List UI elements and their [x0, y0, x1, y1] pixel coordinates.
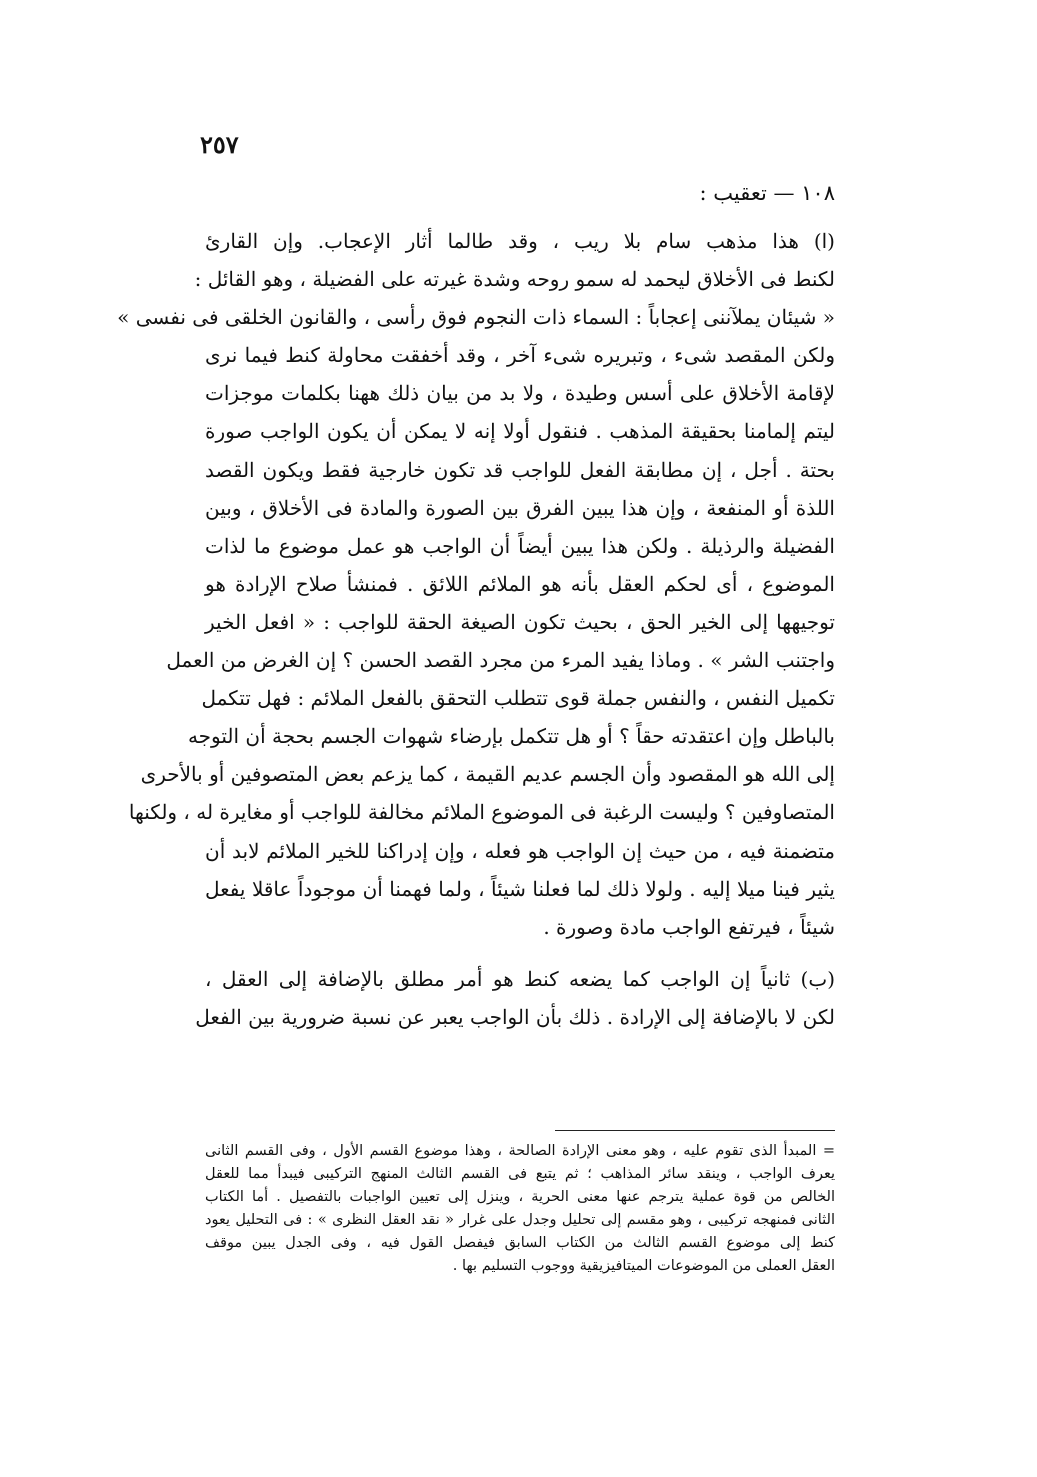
text-line: « شيئان يملآننى إعجاباً : السماء ذات النجوم فوق رأسى ، والقانون الخلقى فى نفسى » [117, 305, 835, 330]
text-line: اللذة أو المنفعة ، وإن هذا يبين الفرق بين الصورة والمادة فى الأخلاق ، وبين [205, 495, 835, 520]
text-line: بالباطل وإن اعتقدته حقاً ؟ أو هل تتكمل بإرضاء شهوات الجسم بحجة أن التوجه [187, 724, 835, 749]
text-line: يثير فينا ميلا إليه . ولولا ذلك لما فعلنا شيئاً ، ولما فهمنا أن موجوداً عاقلا يفعل [205, 876, 835, 901]
text-line: الموضوع ، أى لحكم العقل بأنه هو الملائم اللائق . فمنشأ صلاح الإرادة هو [205, 571, 835, 596]
footnote-line: الخالص من قوة عملية يترجم عنها معنى الحرية ، وينزل إلى تعيين الواجبات بالتفصيل . أما الكتاب [205, 1189, 835, 1205]
section-heading: ١٠٨ — تعقيب : [699, 181, 835, 205]
text-line: بحتة . أجل ، إن مطابقة الفعل للواجب قد تكون خارجية فقط ويكون القصد [205, 457, 835, 482]
text-line: لكن لا بالإضافة إلى الإرادة . ذلك بأن الواجب يعبر عن نسبة ضرورية بين الفعل [195, 1004, 835, 1029]
footnote-line: = المبدأ الذى تقوم عليه ، وهو معنى الإرادة الصالحة ، وهذا موضوع القسم الأول ، وفى القسم الثانى [205, 1143, 835, 1159]
text-line: المتصاوفين ؟ وليست الرغبة فى الموضوع الملائم مخالفة للواجب أو مغايرة له ، ولكنها [128, 800, 835, 825]
paragraph-gap [205, 946, 835, 960]
text-line: ولكن المقصد شىء ، وتبريره شىء آخر ، وقد أخفقت محاولة كنط فيما نرى [205, 343, 835, 368]
text-line: (ب) ثانياً إن الواجب كما يضعه كنط هو أمر مطلق بالإضافة إلى العقل ، [205, 966, 835, 991]
text-line: لإقامة الأخلاق على أسس وطيدة ، ولا بد من بيان ذلك ههنا بكلمات موجزات [205, 381, 835, 406]
text-line: تكميل النفس ، والنفس جملة قوى تتطلب التحقق بالفعل الملائم : فهل تتكمل [201, 686, 835, 711]
main-text [117, 222, 835, 1036]
text-line: توجيهها إلى الخير الحق ، بحيث تكون الصيغة الحقة للواجب : « افعل الخير [205, 609, 835, 634]
text-line: (ا) هذا مذهب سام بلا ريب ، وقد طالما أثار الإعجاب. وإن القارئ [205, 229, 835, 253]
text-line: إلى الله هو المقصود وأن الجسم عديم القيمة ، كما يزعم بعض المتصوفين أو بالأحرى [140, 762, 835, 787]
page-number: ٢٥٧ [200, 130, 239, 159]
text-line: الفضيلة والرذيلة . ولكن هذا يبين أيضاً أن الواجب هو عمل موضوع ما لذات [205, 533, 835, 558]
footnote-line: العقل العملى من الموضوعات الميتافيزيقية ووجوب التسليم بها . [452, 1258, 835, 1274]
footnotes [205, 1140, 835, 1278]
footnote-divider [555, 1130, 835, 1131]
footnote-line: الثانى فمنهجه تركيبى ، وهو مقسم إلى تحليل وجدل على غرار « نقد العقل النظرى » : فى التحليل يعود [205, 1212, 835, 1228]
text-line: واجتنب الشر » . وماذا يفيد المرء من مجرد القصد الحسن ؟ إن الغرض من العمل [166, 648, 835, 673]
footnote-line: يعرف الواجب ، وينقد سائر المذاهب ؛ ثم يتبع فى القسم الثالث المنهج التركيبى فيبدأ مما للعقل [205, 1166, 835, 1182]
text-line: متضمنة فيه ، من حيث إن الواجب هو فعله ، وإن إدراكنا للخير الملائم لابد أن [205, 838, 835, 863]
text-line: لكنط فى الأخلاق ليحمد له سمو روحه وشدة غيرته على الفضيلة ، وهو القائل : [194, 267, 835, 292]
text-line: ليتم إلمامنا بحقيقة المذهب . فنقول أولا إنه لا يمكن أن يكون الواجب صورة [205, 419, 835, 444]
footnote-line: كنط إلى موضوع القسم الثالث من الكتاب السابق فيفصل القول فيه ، وفى الجدل يبين موقف [205, 1235, 835, 1251]
text-line: شيئاً ، فيرتفع الواجب مادة وصورة . [543, 914, 835, 939]
